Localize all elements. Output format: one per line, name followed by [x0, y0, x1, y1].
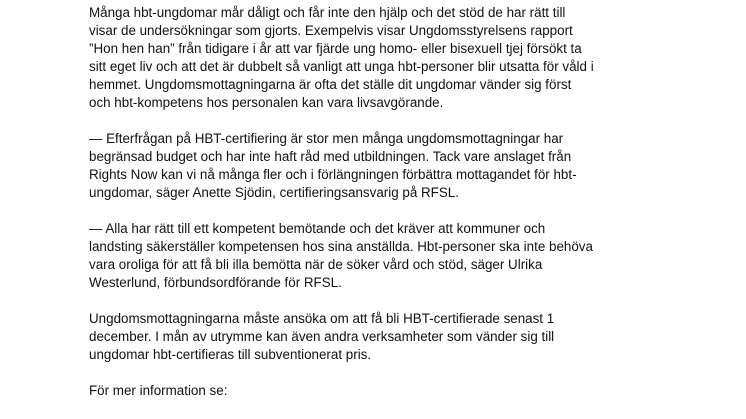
paragraph-intro — [89, 4, 649, 112]
paragraph-quote-sjodin — [89, 130, 649, 202]
paragraph-line: Många hbt-ungdomar mår dåligt och får inte den hjälp och det stöd de har rätt till — [89, 5, 566, 20]
paragraph-line: och hbt-kompetens hos personalen kan vara livsavgörande. — [89, 95, 444, 110]
paragraph-line: vara oroliga för att få bli illa bemötta när de söker vård och stöd, säger Ulrika — [89, 257, 543, 272]
paragraph-line: — Efterfrågan på HBT-certifiering är stor men många ungdomsmottagningar har — [89, 131, 564, 146]
paragraph-line: Ungdomsmottagningarna måste ansöka om att få bli HBT-certifierade senast 1 — [89, 311, 555, 326]
paragraph-line: ungdomar, säger Anette Sjödin, certifieringsansvarig på RFSL. — [89, 185, 459, 200]
paragraph-line: sitt eget liv och att det är dubbelt så vanligt att unga hbt-personer blir utsatta för våld i — [89, 59, 594, 74]
paragraph-quote-westerlund — [89, 220, 649, 292]
paragraph-line: Westerlund, förbundsordförande för RFSL. — [89, 275, 342, 290]
paragraph-deadline — [89, 310, 649, 364]
paragraph-line: visar de undersökningar som gjorts. Exempelvis visar Ungdomsstyrelsens rapport — [89, 23, 573, 38]
paragraph-line: december. I mån av utrymme kan även andra verksamheter som vänder sig till — [89, 329, 555, 344]
paragraph-line: Rights Now kan vi nå många fler och i förlängningen förbättra mottagandet för hbt- — [89, 167, 577, 182]
article-body — [89, 4, 649, 418]
paragraph-line: För mer information se: — [89, 383, 228, 398]
paragraph-line: landsting säkerställer kompetensen hos sina anställda. Hbt-personer ska inte behöva — [89, 239, 593, 254]
paragraph-line: hemmet. Ungdomsmottagningarna är ofta det ställe dit ungdomar vänder sig först — [89, 77, 572, 92]
paragraph-line: — Alla har rätt till ett kompetent bemötande och det kräver att kommuner och — [89, 221, 546, 236]
paragraph-more-info — [89, 382, 649, 400]
paragraph-line: begränsad budget och har inte haft råd med utbildningen. Tack vare anslaget från — [89, 149, 572, 164]
paragraph-line: ungdomar hbt-certifieras till subventionerat pris. — [89, 347, 372, 362]
paragraph-line: ”Hon hen han” från tidigare i år att var fjärde ung homo- eller bisexuell tjej försökt ta — [89, 41, 582, 56]
